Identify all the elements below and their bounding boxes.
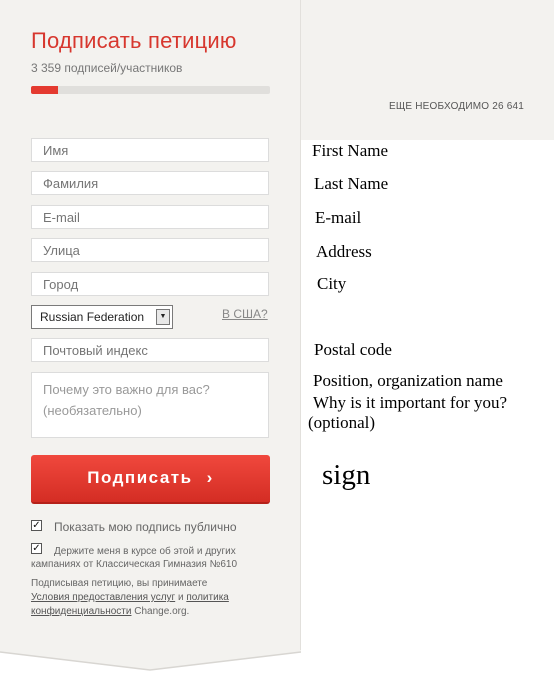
card-bottom-edge	[0, 650, 301, 672]
sign-button[interactable]	[31, 455, 270, 504]
annotation-sign: sign	[322, 459, 371, 491]
terms-prefix: Подписывая петицию, вы принимаете	[31, 578, 208, 589]
privacy-link-part2[interactable]: конфиденциальности	[31, 606, 132, 617]
signature-progress-fill	[31, 86, 58, 94]
signatures-needed: ЕЩЕ НЕОБХОДИМО 26 641	[388, 101, 524, 112]
terms-text	[31, 577, 271, 619]
postal-code-field[interactable]	[31, 338, 269, 362]
annotation-address: Address	[316, 242, 372, 261]
annotation-position: Position, organization name	[313, 371, 503, 390]
annotation-last-name: Last Name	[314, 174, 389, 193]
updates-label-line2: кампаниях от Классическая Гимназия №610	[31, 559, 238, 570]
public-signature-checkbox[interactable]: ✓	[32, 520, 41, 531]
signature-count: 3 359 подписей/участников	[31, 61, 183, 75]
signature-progress-bar	[31, 86, 270, 94]
street-field[interactable]	[31, 238, 269, 262]
last-name-field[interactable]	[31, 171, 269, 195]
updates-label-line1: Держите меня в курсе об этой и других	[54, 546, 236, 557]
privacy-link-part1[interactable]: политика	[186, 592, 229, 603]
terms-suffix: Change.org.	[131, 606, 190, 617]
annotation-why: Why is it important for you?	[313, 393, 508, 412]
annotation-email: E-mail	[315, 208, 362, 227]
terms-link[interactable]: Условия предоставления услуг	[31, 592, 176, 603]
header-backdrop	[301, 0, 554, 140]
annotation-first-name: First Name	[312, 141, 389, 160]
public-signature-label: Показать мою подпись публично	[54, 520, 237, 534]
sign-button-label: Подписать	[87, 468, 193, 487]
updates-checkbox[interactable]: ✓	[32, 543, 41, 554]
annotation-postal-code: Postal code	[314, 340, 392, 359]
country-select[interactable]	[31, 305, 173, 329]
email-field[interactable]	[31, 205, 269, 229]
usa-link[interactable]: В США?	[222, 307, 268, 321]
annotation-city: City	[317, 274, 347, 293]
annotation-optional: (optional)	[308, 413, 376, 432]
petition-title: Подписать петицию	[31, 28, 237, 53]
chevron-right-icon: ›	[206, 468, 214, 487]
country-select-value: Russian Federation	[40, 310, 145, 324]
city-field[interactable]	[31, 272, 269, 296]
first-name-field[interactable]	[31, 138, 269, 162]
terms-and: и	[175, 592, 187, 603]
reason-textarea[interactable]: Почему это важно для вас? (необязательно)	[31, 372, 269, 438]
chevron-down-icon[interactable]: ▼	[156, 309, 170, 325]
